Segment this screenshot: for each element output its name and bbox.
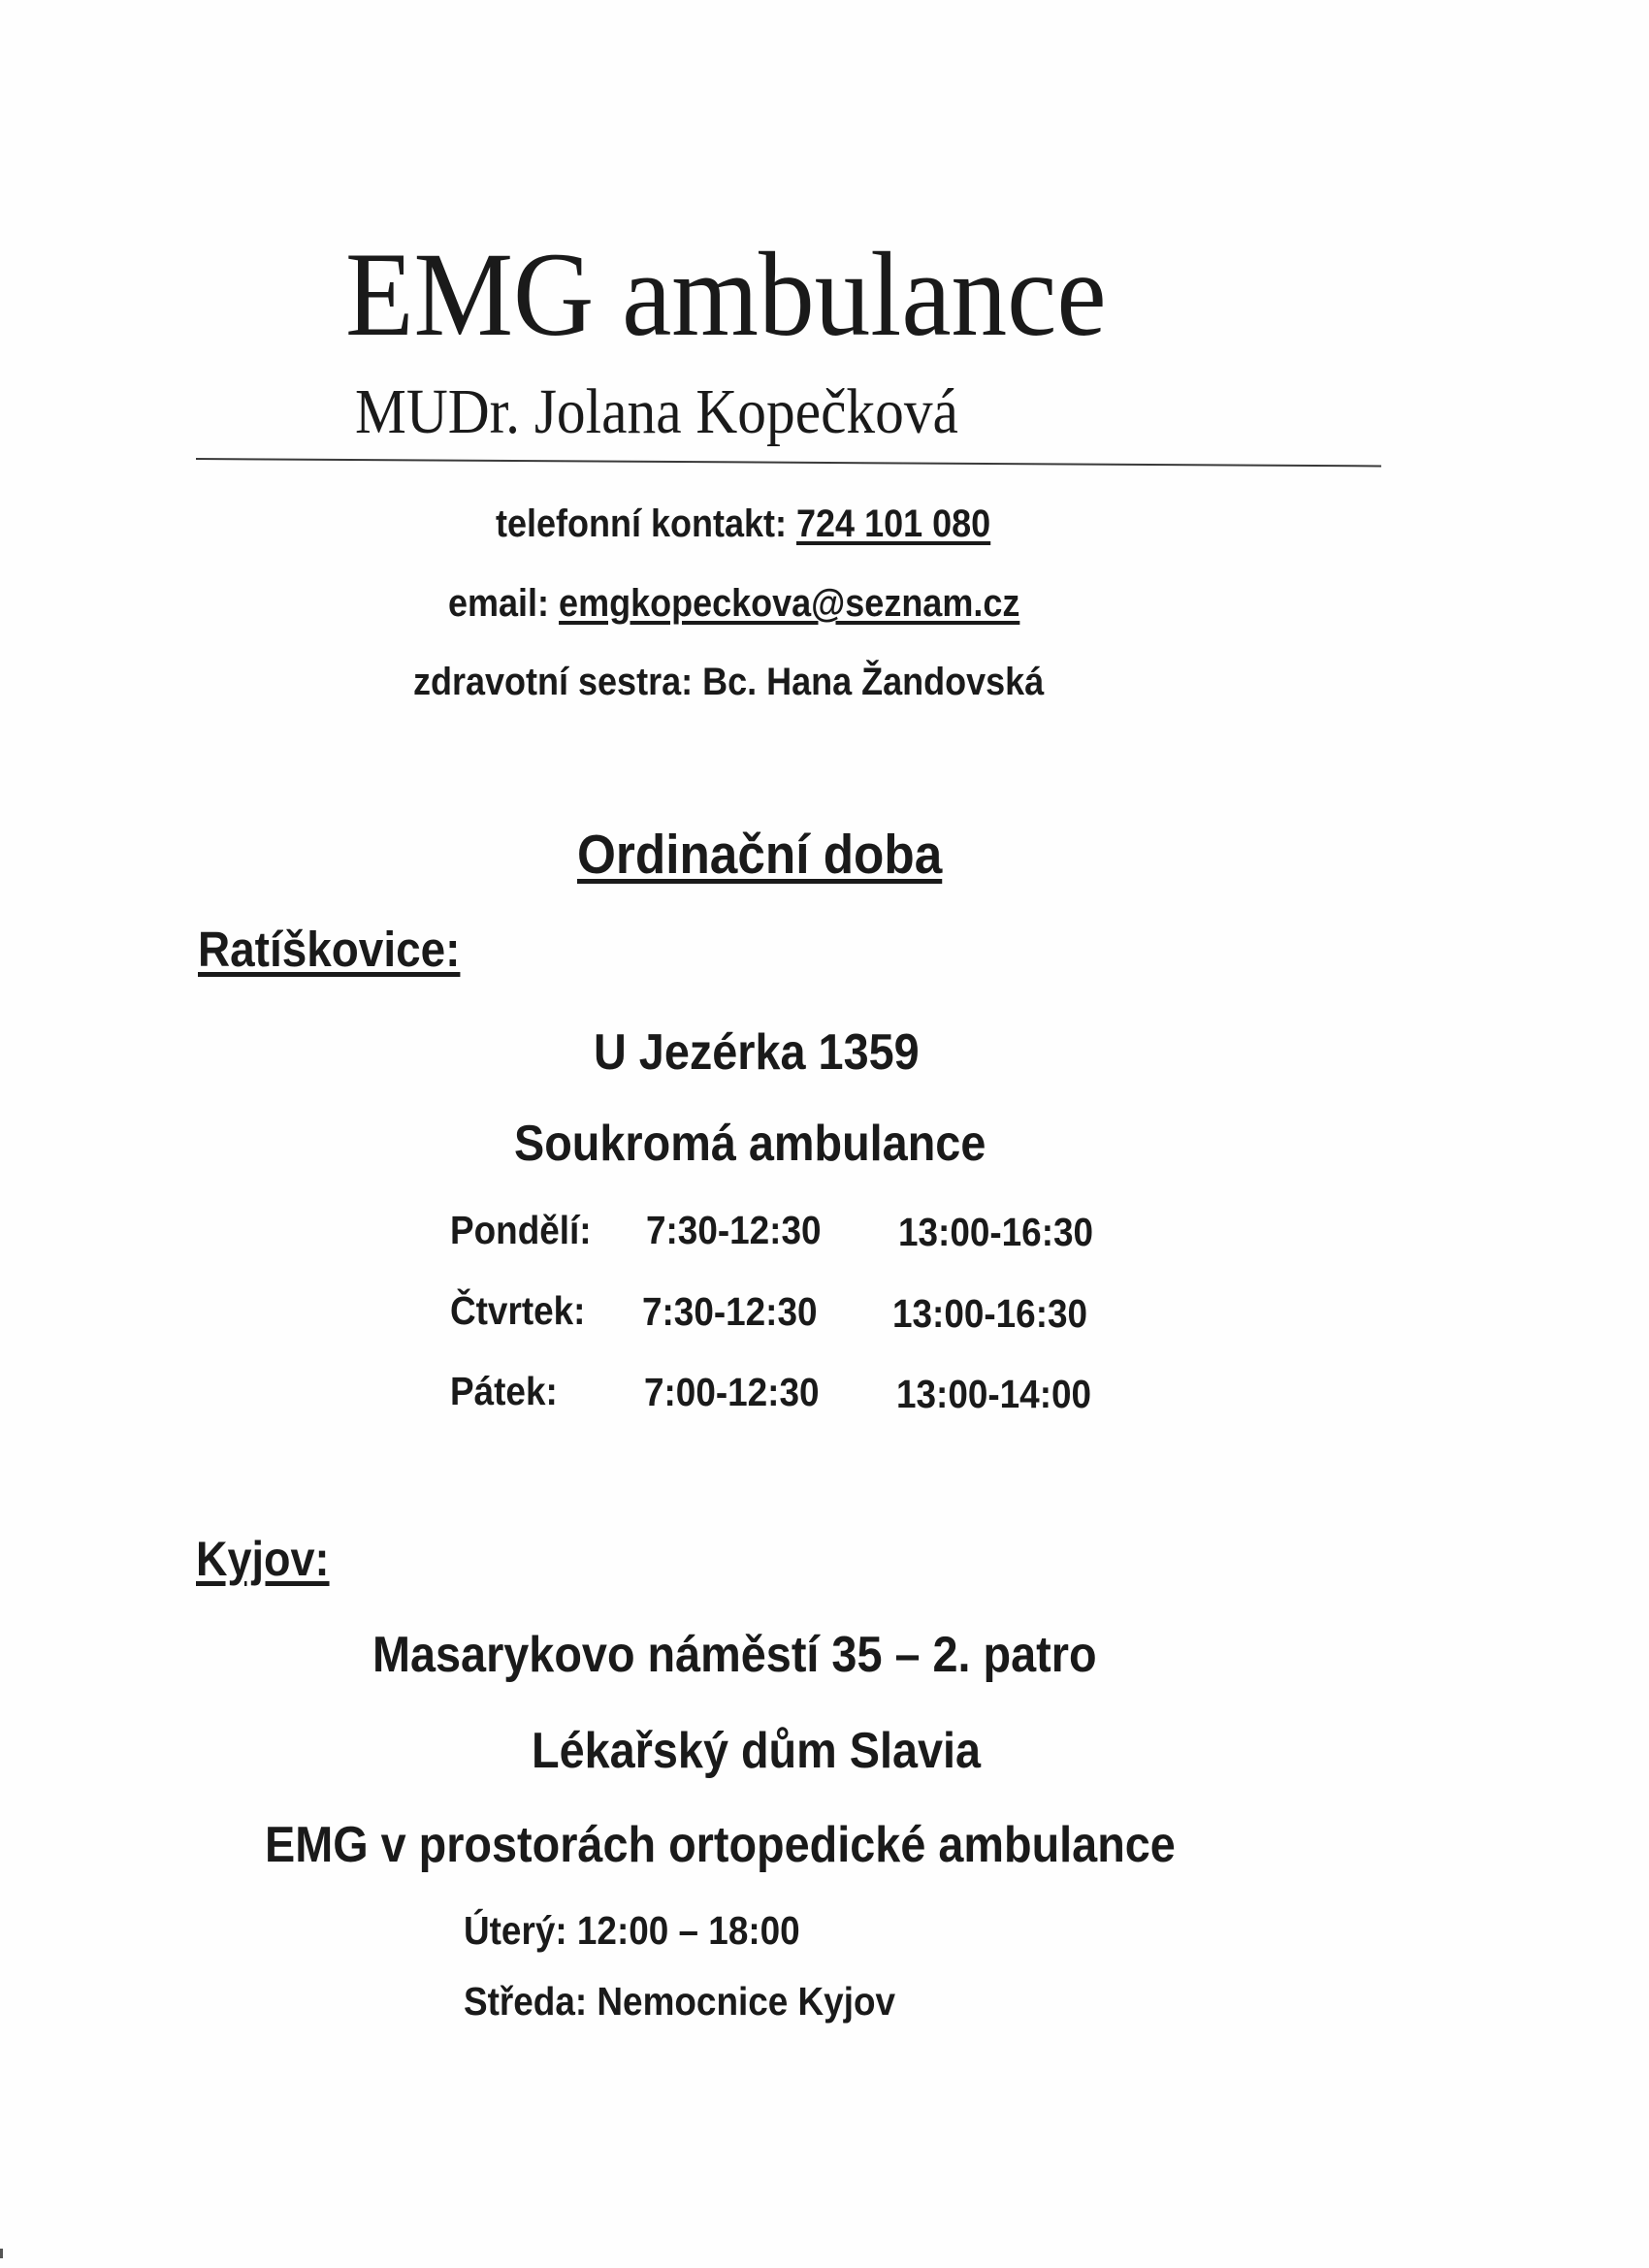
location-heading-kyjov: Kyjov:	[196, 1532, 330, 1586]
email-link[interactable]: emgkopeckova@seznam.cz	[559, 582, 1020, 625]
nurse-label: zdravotní sestra:	[413, 661, 703, 703]
email-line	[448, 584, 1019, 623]
nurse-name: Bc. Hana Žandovská	[702, 661, 1045, 703]
doctor-name: MUDr. Jolana Kopečková	[355, 376, 958, 447]
schedule-morning: 7:00-12:30	[644, 1370, 820, 1414]
email-label: email:	[448, 582, 560, 625]
schedule-hours: 12:00 – 18:00	[576, 1908, 800, 1953]
schedule-day: Úterý:	[464, 1908, 567, 1953]
address-line: Masarykovo náměstí 35 – 2. patro	[372, 1627, 1097, 1683]
header-divider	[196, 458, 1381, 467]
address-line: U Jezérka 1359	[594, 1024, 920, 1081]
schedule-day: Středa:	[464, 1979, 588, 2024]
schedule-day: Pátek:	[450, 1369, 558, 1413]
schedule-hours: Nemocnice Kyjov	[597, 1979, 896, 2024]
address-line: Soukromá ambulance	[514, 1116, 986, 1172]
nurse-line	[413, 663, 1044, 701]
schedule-morning: 7:30-12:30	[646, 1208, 822, 1252]
address-line: EMG v prostorách ortopedické ambulance	[265, 1817, 1176, 1873]
phone-line	[496, 504, 990, 543]
hours-heading: Ordinační doba	[577, 824, 943, 886]
schedule-day: Čtvrtek:	[450, 1288, 586, 1333]
schedule-morning: 7:30-12:30	[642, 1289, 818, 1334]
page-title: EMG ambulance	[345, 228, 1107, 361]
scan-artifact	[0, 2249, 3, 2258]
schedule-afternoon: 13:00-16:30	[898, 1210, 1094, 1254]
schedule-afternoon: 13:00-16:30	[892, 1291, 1088, 1336]
address-line: Lékařský dům Slavia	[532, 1723, 982, 1779]
schedule-row	[464, 1979, 896, 2024]
location-heading-ratiskovice: Ratíškovice:	[198, 922, 461, 977]
schedule-afternoon: 13:00-14:00	[896, 1372, 1092, 1416]
phone-label: telefonní kontakt:	[496, 502, 797, 545]
schedule-row	[464, 1908, 800, 1953]
schedule-day: Pondělí:	[450, 1208, 592, 1252]
phone-link[interactable]: 724 101 080	[796, 502, 991, 545]
